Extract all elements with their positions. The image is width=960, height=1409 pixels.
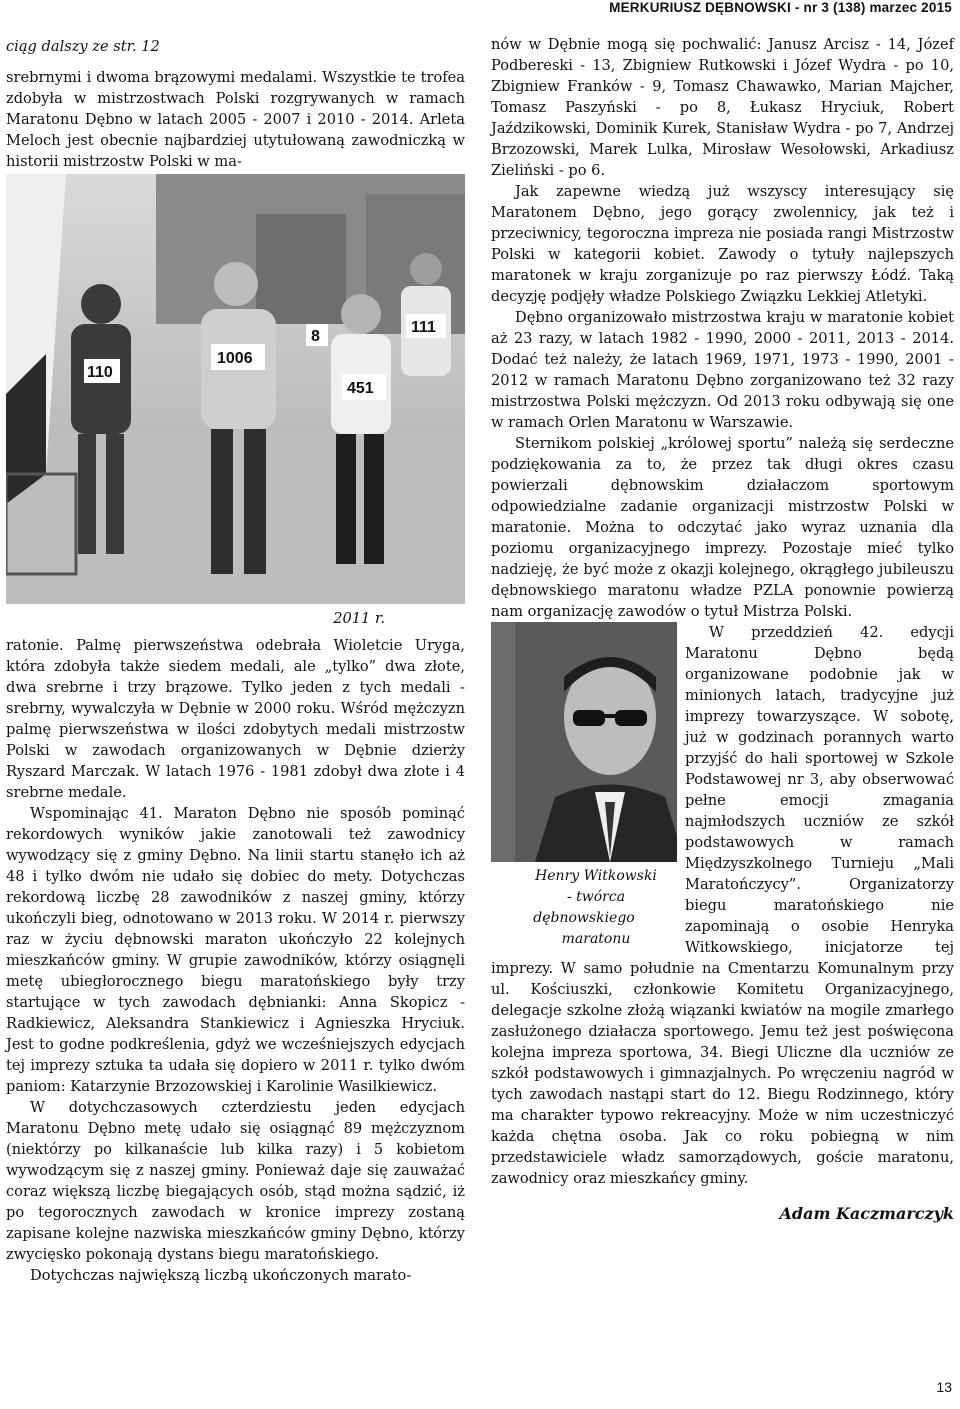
- caption-line: - twórca dębnowskiego: [533, 889, 635, 926]
- article-paragraph: nów w Dębnie mogą się pochwalić: Janusz Arcisz - 14, Józef Podbereski - 13, Zbigniew Rutkowski i Józef Wydra - po 10, Zbigniew Franków - 9, Tomasz Chawawko, Marian Majcher, Tomasz Paszyński - po 8, Łukasz Hryciuk, Robert Jaździkowski, Dominik Kurek, Stanisław Wydra - po 7, Andrzej Brzozowski, Marek Lulka, Mirosław Wesołowski, Arkadiusz Zieliński - po 6.: [491, 36, 954, 179]
- continuation-note: ciąg dalszy ze str. 12: [6, 38, 160, 55]
- marathon-runners-photo: [6, 174, 465, 604]
- bib-number: 111: [411, 319, 436, 336]
- article-paragraph: Sternikom polskiej „królowej sportu” należą się serdeczne podziękowania za to, że przez tak długi okres czasu powierzali dębnowskim działaczom sportowym odpowiedzialne zadanie organizacji mistrzostw Polski w maratonie. Można to odczytać jako wyraz uznania dla poziomu organizacyjnego imprezy. Pozostaje mieć tylko nadzieję, że być może z okazji kolejnego, okrągłego jubileuszu dębnowskiego maratonu władze PZLA ponownie powierzą nam organizację zawodów o tytuł Mistrza Polski.: [491, 435, 954, 620]
- author-signature: Adam Kaczmarczyk: [779, 1204, 954, 1223]
- running-header: MERKURIUSZ DĘBNOWSKI - nr 3 (138) marzec 2015: [609, 0, 952, 15]
- bib-number: 8: [311, 328, 320, 345]
- page-number: 13: [936, 1379, 952, 1395]
- bib-number: 451: [347, 380, 374, 397]
- article-paragraph: srebrnymi i dwoma brązowymi medalami. Wszystkie te trofea zdobyła w mistrzostwach Polski rozgrywanych w ramach Maratonu Dębno w latach 2005 - 2007 i 2010 - 2014. Arleta Meloch jest obecnie najbardziej utytułowaną zawodniczką w historii mistrzostw Polski w ma-: [6, 69, 465, 170]
- photo-caption: 2011 r.: [333, 610, 385, 627]
- article-paragraph: Wspominając 41. Maraton Dębno nie sposób pominąć rekordowych wyników jakie zanotowali też zawodnicy wywodzący się z gminy Dębno. Na linii startu stanęło ich aż 48 i tylko dwóm nie udało się dobiec do mety. Dotychczas rekordową liczbę 28 zawodników z naszej gminy, którzy ukończyli bieg, odnotowano w 2013 roku. W 2014 r. pierwszy raz w życiu dębnowski maraton ukończyło 22 kolejnych mieszkańców gminy. W grupie zawodników, którzy osiągnęli metę ubiegłorocznego biegu maratońskiego były trzy startujące w tych zawodach dębnianki: Anna Skopicz - Radkiewicz, Aleksandra Stankiewicz i Agnieszka Hryciuk. Jest to godne podkreślenia, gdyż we wcześniejszych edycjach tej imprezy sztuka ta udała się dopiero w 2011 r. tylko dwóm paniom: Katarzynie Brzozowskiej i Karolinie Wasilkiewicz.: [6, 805, 465, 1095]
- bib-number: 1006: [217, 350, 253, 367]
- portrait-caption: [491, 866, 677, 950]
- portrait-photo: [491, 622, 677, 862]
- article-paragraph: Dębno organizowało mistrzostwa kraju w maratonie kobiet aż 23 razy, w latach 1982 - 1990, 2000 - 2011, 2013 - 2014. Dodać też należy, że latach 1969, 1971, 1973 - 1990, 2001 - 2012 w ramach Maratonu Dębno zorganizowano też 32 razy mistrzostwa Polski mężczyzn. Od 2013 roku odbywają się one w ramach Orlen Maratonu w Warszawie.: [491, 309, 954, 431]
- article-paragraph: Jak zapewne wiedzą już wszyscy interesujący się Maratonem Dębno, jego gorący zwolennicy, jak też i przeciwnicy, tegoroczna impreza nie posiada rangi Mistrzostw Polski w kategorii kobiet. Zawody o tytuły najlepszych maratonek w kraju zorganizuje po raz pierwszy Łódź. Taką decyzję podjęły władze Polskiego Związku Lekkiej Atletyki.: [491, 183, 954, 305]
- caption-line: maratonu: [561, 931, 631, 947]
- bib-number: 110: [87, 364, 113, 381]
- runners-illustration: [6, 174, 465, 604]
- portrait-illustration: [515, 622, 677, 862]
- article-paragraph: Dotychczas największą liczbą ukończonych marato-: [30, 1267, 412, 1284]
- article-paragraph: [491, 622, 954, 1189]
- article-paragraph: ratonie. Palmę pierwszeństwa odebrała Wioletcie Uryga, która zdobyła także siedem medali, ale „tylko” dwa złote, dwa srebrne i trzy brązowe. Tylko jeden z tych medali - srebrny, wywalczyła w Dębnie w 2000 roku. Wśród mężczyzn palmę pierwszeństwa w ilości zdobytych medali mistrzostw Polski w zawodach organizowanych w Dębnie dzierży Ryszard Marczak. W latach 1976 - 1981 zdobył dwa złote i 4 srebrne medale.: [6, 637, 465, 801]
- article-paragraph-text: W przeddzień 42. edycji Maratonu Dębno będą organizowane podobnie jak w minionych latach, tradycyjne już imprezy towarzyszące. W sobotę, już w godzinach porannych warto przyjść do hali sportowej w Szkole Podstawowej nr 3, aby obserwować pełne emocji zmagania najmłodszych uczniów ze szkół podstawowych w ramach Międzyszkolnego Turnieju „Mali Maratończycy”. Organizatorzy biegu maratońskiego nie zapominają o osobie Henryka Witkowskiego, inicjatorze tej imprezy. W samo południe na Cmentarzu Komunalnym przy ul. Kościuszki, członkowie Komitetu Organizacyjnego, delegacje szkolne złożą wiązanki kwiatów na mogile zmarłego zasłużonego działacza sportowego. Jemu też jest poświęcona kolejna impreza sportowa, 34. Biegi Uliczne dla uczniów ze szkół podstawowych i gimnazjalnych. Po wręczeniu nagród w tych zawodach nastąpi start do 12. Biegu Rodzinnego, który ma charakter typowo rekreacyjny. Może w nim uczestniczyć każda chętna osoba. Jak co roku pobiegną w nim przedstawiciele władz samorządowych, goście maratonu, zawodnicy oraz mieszkańcy gminy.: [491, 624, 954, 1187]
- left-column: [6, 36, 465, 1286]
- right-column: [491, 34, 954, 1224]
- article-paragraph: W dotychczasowych czterdziestu jeden edycjach Maratonu Dębno metę udało się osiągnąć 89 mężczyznom (niektórzy po kilkanaście lub kilka razy) i 5 kobietom wywodzącym się z naszej gminy. Ponieważ daje się zauważać coraz większą liczbę biegających osób, stąd można sądzić, iż po tegorocznych zawodach w kronice imprezy zostaną zapisane kolejne nazwiska mieszkańców gminy Dębno, którzy zwycięsko pokonają dystans biegu maratońskiego.: [6, 1099, 465, 1263]
- caption-line: Henry Witkowski: [535, 868, 657, 884]
